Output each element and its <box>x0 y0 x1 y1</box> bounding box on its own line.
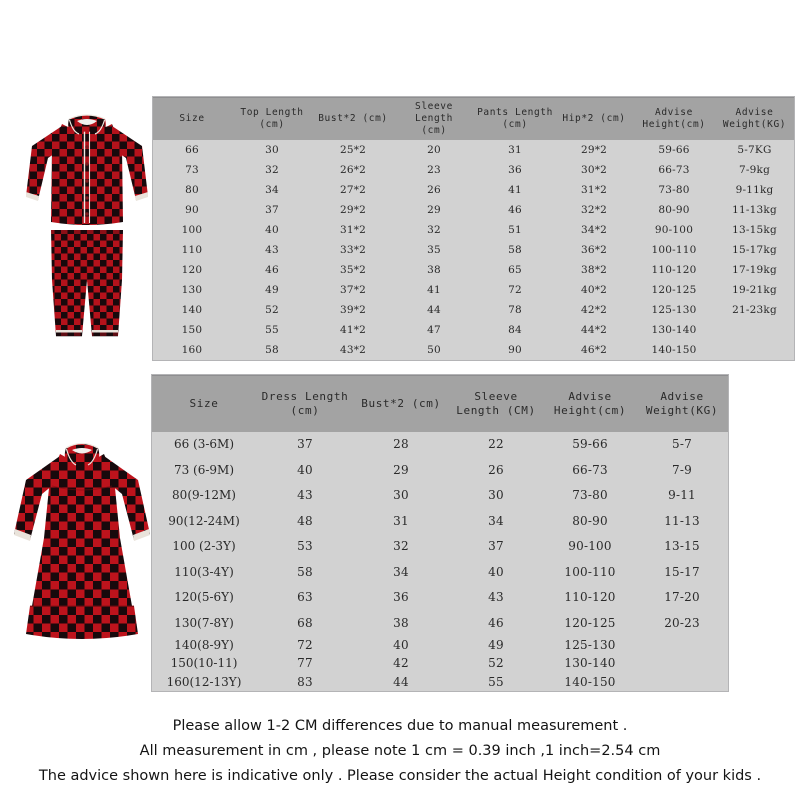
cell-value: 78 <box>475 300 555 320</box>
cell-value: 58 <box>475 240 555 260</box>
cell-value: 49 <box>231 280 313 300</box>
table-row <box>153 180 794 200</box>
cell-value: 5-7 <box>636 432 728 458</box>
cell-value: 32 <box>231 160 313 180</box>
pajama-set-photo <box>22 104 152 346</box>
table-row <box>153 240 794 260</box>
cell-size: 100 (2-3Y) <box>152 534 256 560</box>
cell-size: 80 <box>153 180 231 200</box>
cell-value: 52 <box>448 654 544 673</box>
table-row <box>152 559 728 585</box>
column-header-hip: Hip*2 (cm) <box>555 98 633 140</box>
cell-value: 73-80 <box>633 180 715 200</box>
cell-value: 58 <box>231 340 313 360</box>
cell-value: 25*2 <box>313 140 393 160</box>
cell-value: 19-21kg <box>715 280 794 300</box>
cell-value <box>636 636 728 655</box>
cell-value: 46 <box>475 200 555 220</box>
column-header-advise-height: Advise Height(cm) <box>633 98 715 140</box>
cell-value: 26 <box>393 180 475 200</box>
cell-value: 140-150 <box>544 673 636 692</box>
cell-value: 43 <box>231 240 313 260</box>
cell-value: 29*2 <box>313 200 393 220</box>
cell-value: 68 <box>256 610 354 636</box>
cell-value: 13-15kg <box>715 220 794 240</box>
cell-value: 31 <box>475 140 555 160</box>
cell-value: 27*2 <box>313 180 393 200</box>
cell-value: 47 <box>393 320 475 340</box>
cell-value: 40*2 <box>555 280 633 300</box>
table-header-row <box>153 98 794 140</box>
cell-size: 73 (6-9M) <box>152 457 256 483</box>
cell-value: 11-13 <box>636 508 728 534</box>
cell-value: 48 <box>256 508 354 534</box>
cell-value: 130-140 <box>633 320 715 340</box>
cell-value: 11-13kg <box>715 200 794 220</box>
cell-value: 41*2 <box>313 320 393 340</box>
cell-value: 59-66 <box>544 432 636 458</box>
cell-size: 140(8-9Y) <box>152 636 256 655</box>
cell-size: 130(7-8Y) <box>152 610 256 636</box>
table-row <box>153 140 794 160</box>
table-row <box>153 160 794 180</box>
table-header-row <box>152 376 728 432</box>
cell-value: 43*2 <box>313 340 393 360</box>
cell-value: 90-100 <box>633 220 715 240</box>
cell-value: 29 <box>354 457 448 483</box>
cell-value: 32*2 <box>555 200 633 220</box>
cell-value: 34 <box>354 559 448 585</box>
cell-value: 66-73 <box>633 160 715 180</box>
cell-value: 77 <box>256 654 354 673</box>
cell-value <box>715 340 794 360</box>
cell-value: 120-125 <box>544 610 636 636</box>
table-row <box>153 220 794 240</box>
cell-size: 90(12-24M) <box>152 508 256 534</box>
nightgown-size-table <box>152 375 728 691</box>
cell-value: 41 <box>393 280 475 300</box>
cell-value: 65 <box>475 260 555 280</box>
measurement-notes <box>0 714 800 789</box>
table-row <box>153 320 794 340</box>
cell-size: 160 <box>153 340 231 360</box>
column-header-bust: Bust*2 (cm) <box>313 98 393 140</box>
cell-value: 53 <box>256 534 354 560</box>
cell-value: 59-66 <box>633 140 715 160</box>
cell-value: 34 <box>448 508 544 534</box>
cell-value: 100-110 <box>633 240 715 260</box>
cell-value: 15-17 <box>636 559 728 585</box>
column-header-top-length: Top Length (cm) <box>231 98 313 140</box>
cell-size: 73 <box>153 160 231 180</box>
cell-value: 50 <box>393 340 475 360</box>
table-row <box>152 610 728 636</box>
cell-value: 21-23kg <box>715 300 794 320</box>
cell-value: 120-125 <box>633 280 715 300</box>
cell-value: 32 <box>393 220 475 240</box>
cell-value: 37 <box>231 200 313 220</box>
table-row <box>152 673 728 692</box>
cell-value: 44 <box>393 300 475 320</box>
cell-value: 23 <box>393 160 475 180</box>
cell-value: 55 <box>448 673 544 692</box>
table-row <box>153 300 794 320</box>
cell-size: 110(3-4Y) <box>152 559 256 585</box>
cell-value: 40 <box>448 559 544 585</box>
cell-size: 130 <box>153 280 231 300</box>
cell-value: 110-120 <box>633 260 715 280</box>
cell-value: 29*2 <box>555 140 633 160</box>
cell-value: 72 <box>475 280 555 300</box>
cell-value: 32 <box>354 534 448 560</box>
cell-value: 20-23 <box>636 610 728 636</box>
column-header-pants-length: Pants Length (cm) <box>475 98 555 140</box>
cell-value: 40 <box>231 220 313 240</box>
table-row <box>152 636 728 655</box>
cell-value: 17-20 <box>636 585 728 611</box>
cell-value: 34 <box>231 180 313 200</box>
cell-value: 72 <box>256 636 354 655</box>
column-header-advise-weight: Advise Weight(KG) <box>636 376 728 432</box>
cell-value: 9-11kg <box>715 180 794 200</box>
cell-value: 80-90 <box>633 200 715 220</box>
note-line-2: All measurement in cm , please note 1 cm = 0.39 inch ,1 inch=2.54 cm <box>139 743 661 759</box>
column-header-advise-weight: Advise Weight(KG) <box>715 98 794 140</box>
cell-size: 100 <box>153 220 231 240</box>
cell-value: 36 <box>354 585 448 611</box>
cell-value: 49 <box>448 636 544 655</box>
cell-value: 29 <box>393 200 475 220</box>
cell-value: 30 <box>354 483 448 509</box>
cell-value: 83 <box>256 673 354 692</box>
cell-value: 41 <box>475 180 555 200</box>
cell-value: 38*2 <box>555 260 633 280</box>
cell-value: 20 <box>393 140 475 160</box>
table-row <box>153 200 794 220</box>
cell-value: 26 <box>448 457 544 483</box>
cell-value <box>636 654 728 673</box>
table-row <box>152 457 728 483</box>
column-header-size: Size <box>153 98 231 140</box>
cell-value: 40 <box>354 636 448 655</box>
cell-value: 38 <box>393 260 475 280</box>
table-row <box>153 280 794 300</box>
cell-value: 100-110 <box>544 559 636 585</box>
cell-value: 55 <box>231 320 313 340</box>
table-row <box>152 654 728 673</box>
table-row <box>152 508 728 534</box>
cell-value: 63 <box>256 585 354 611</box>
cell-value: 13-15 <box>636 534 728 560</box>
cell-size: 66 (3-6M) <box>152 432 256 458</box>
cell-value: 84 <box>475 320 555 340</box>
cell-value: 43 <box>448 585 544 611</box>
cell-value: 34*2 <box>555 220 633 240</box>
cell-value: 7-9kg <box>715 160 794 180</box>
cell-value: 9-11 <box>636 483 728 509</box>
cell-size: 160(12-13Y) <box>152 673 256 692</box>
pajama-set-size-table <box>153 97 794 360</box>
cell-value: 130-140 <box>544 654 636 673</box>
cell-value: 51 <box>475 220 555 240</box>
column-header-advise-height: Advise Height(cm) <box>544 376 636 432</box>
column-header-sleeve-length: Sleeve Length (cm) <box>393 98 475 140</box>
cell-size: 66 <box>153 140 231 160</box>
table-row <box>153 260 794 280</box>
cell-value: 37 <box>256 432 354 458</box>
cell-value: 38 <box>354 610 448 636</box>
cell-size: 150(10-11) <box>152 654 256 673</box>
cell-value: 44*2 <box>555 320 633 340</box>
cell-value: 30 <box>448 483 544 509</box>
cell-value: 17-19kg <box>715 260 794 280</box>
nightgown-photo <box>8 428 156 644</box>
cell-value: 35*2 <box>313 260 393 280</box>
cell-value: 28 <box>354 432 448 458</box>
cell-size: 90 <box>153 200 231 220</box>
cell-value: 40 <box>256 457 354 483</box>
column-header-size: Size <box>152 376 256 432</box>
cell-value: 15-17kg <box>715 240 794 260</box>
cell-value: 73-80 <box>544 483 636 509</box>
cell-size: 140 <box>153 300 231 320</box>
cell-value: 7-9 <box>636 457 728 483</box>
cell-value: 80-90 <box>544 508 636 534</box>
cell-value: 5-7KG <box>715 140 794 160</box>
note-line-1: Please allow 1-2 CM differences due to manual measurement . <box>172 718 628 734</box>
cell-value: 31*2 <box>313 220 393 240</box>
cell-value <box>636 673 728 692</box>
cell-value: 125-130 <box>544 636 636 655</box>
column-header-dress-length: Dress Length (cm) <box>256 376 354 432</box>
cell-value: 46 <box>448 610 544 636</box>
cell-value: 31 <box>354 508 448 534</box>
cell-value: 26*2 <box>313 160 393 180</box>
cell-size: 80(9-12M) <box>152 483 256 509</box>
cell-value: 37 <box>448 534 544 560</box>
cell-value: 22 <box>448 432 544 458</box>
cell-value: 110-120 <box>544 585 636 611</box>
cell-value: 36 <box>475 160 555 180</box>
cell-value: 52 <box>231 300 313 320</box>
cell-value: 30 <box>231 140 313 160</box>
cell-size: 110 <box>153 240 231 260</box>
cell-size: 120 <box>153 260 231 280</box>
cell-value: 43 <box>256 483 354 509</box>
cell-value: 37*2 <box>313 280 393 300</box>
cell-value <box>715 320 794 340</box>
table-row <box>152 483 728 509</box>
table-row <box>153 340 794 360</box>
cell-value: 90-100 <box>544 534 636 560</box>
cell-value: 31*2 <box>555 180 633 200</box>
cell-value: 42 <box>354 654 448 673</box>
cell-value: 58 <box>256 559 354 585</box>
cell-value: 140-150 <box>633 340 715 360</box>
cell-value: 66-73 <box>544 457 636 483</box>
cell-size: 150 <box>153 320 231 340</box>
cell-value: 35 <box>393 240 475 260</box>
table-row <box>152 432 728 458</box>
cell-value: 39*2 <box>313 300 393 320</box>
cell-value: 42*2 <box>555 300 633 320</box>
column-header-bust: Bust*2 (cm) <box>354 376 448 432</box>
cell-value: 33*2 <box>313 240 393 260</box>
note-line-3: The advice shown here is indicative only . Please consider the actual Height condition of your kids . <box>38 768 762 784</box>
cell-value: 44 <box>354 673 448 692</box>
column-header-sleeve-length: Sleeve Length (CM) <box>448 376 544 432</box>
cell-value: 46*2 <box>555 340 633 360</box>
cell-value: 125-130 <box>633 300 715 320</box>
cell-value: 36*2 <box>555 240 633 260</box>
cell-value: 90 <box>475 340 555 360</box>
table-row <box>152 534 728 560</box>
cell-value: 46 <box>231 260 313 280</box>
cell-value: 30*2 <box>555 160 633 180</box>
table-row <box>152 585 728 611</box>
cell-size: 120(5-6Y) <box>152 585 256 611</box>
